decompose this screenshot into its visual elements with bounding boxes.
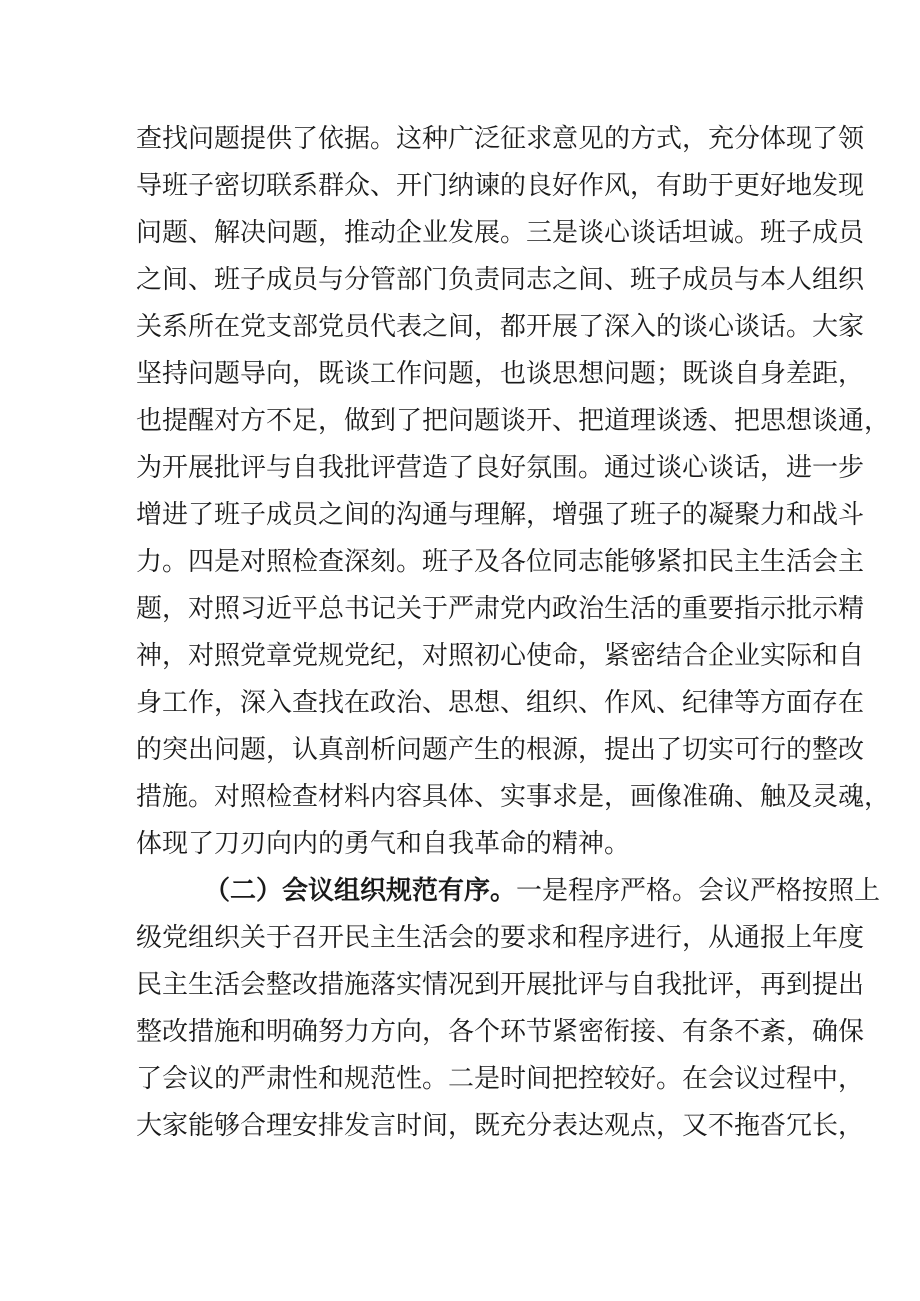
- paragraph-line: 级党组织关于召开民主生活会的要求和程序进行，从通报上年度: [136, 923, 865, 953]
- paragraph-line: 关系所在党支部党员代表之间，都开展了深入的谈心谈话。大家: [136, 312, 865, 342]
- paragraph-line: 了会议的严肃性和规范性。二是时间把控较好。在会议过程中，: [136, 1064, 865, 1094]
- paragraph-line: 身工作，深入查找在政治、思想、组织、作风、纪律等方面存在: [136, 688, 865, 718]
- paragraph-line: 大家能够合理安排发言时间，既充分表达观点，又不拖沓冗长，: [136, 1111, 865, 1141]
- paragraph-line: 力。四是对照检查深刻。班子及各位同志能够紧扣民主生活会主: [136, 547, 865, 577]
- paragraph-1: [136, 116, 891, 868]
- paragraph-line: 问题、解决问题，推动企业发展。三是谈心谈话坦诚。班子成员: [136, 218, 865, 248]
- paragraph-line: 体现了刀刃向内的勇气和自我革命的精神。: [136, 829, 631, 859]
- paragraph-line: 整改措施和明确努力方向，各个环节紧密衔接、有条不紊，确保: [136, 1017, 865, 1047]
- document-body: [136, 116, 891, 1150]
- section-heading: （二）会议组织规范有序。: [204, 876, 517, 906]
- paragraph-line: 为开展批评与自我批评营造了良好氛围。通过谈心谈话，进一步: [136, 453, 865, 483]
- paragraph-line: 查找问题提供了依据。这种广泛征求意见的方式，充分体现了领: [136, 124, 865, 154]
- paragraph-line: 导班子密切联系群众、开门纳谏的良好作风，有助于更好地发现: [136, 171, 865, 201]
- paragraph-line: 题，对照习近平总书记关于严肃党内政治生活的重要指示批示精: [136, 594, 865, 624]
- paragraph-line: 的突出问题，认真剖析问题产生的根源，提出了切实可行的整改: [136, 735, 865, 765]
- paragraph-2: [136, 868, 881, 1150]
- paragraph-text: 一是程序严格。会议严格按照上: [516, 876, 881, 906]
- paragraph-line: 神，对照党章党规党纪，对照初心使命，紧密结合企业实际和自: [136, 641, 865, 671]
- paragraph-line: 措施。对照检查材料内容具体、实事求是，画像准确、触及灵魂，: [136, 782, 891, 812]
- paragraph-first-line: [136, 868, 881, 915]
- paragraph-line: 坚持问题导向，既谈工作问题，也谈思想问题；既谈自身差距，: [136, 359, 865, 389]
- paragraph-line: 也提醒对方不足，做到了把问题谈开、把道理谈透、把思想谈通，: [136, 406, 891, 436]
- paragraph-line: 民主生活会整改措施落实情况到开展批评与自我批评，再到提出: [136, 970, 865, 1000]
- paragraph-line: 之间、班子成员与分管部门负责同志之间、班子成员与本人组织: [136, 265, 865, 295]
- paragraph-line: 增进了班子成员之间的沟通与理解，增强了班子的凝聚力和战斗: [136, 500, 865, 530]
